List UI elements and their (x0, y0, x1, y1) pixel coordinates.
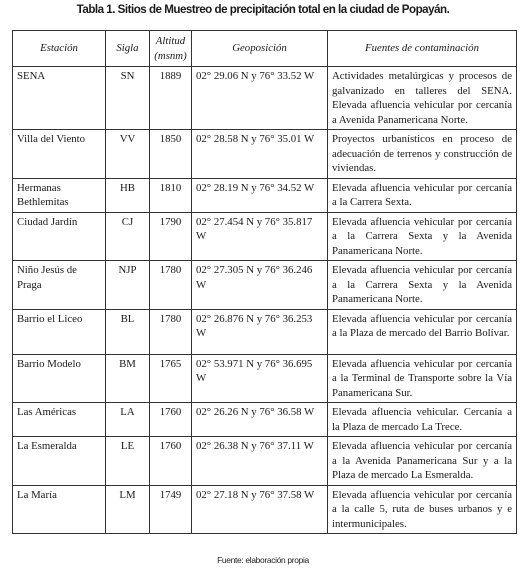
altitude-cell: 1889 (150, 67, 192, 130)
altitude-cell: 1810 (150, 178, 192, 212)
pollution-source-cell: Elevada afluencia vehicular por cercanía a la Carrera Sexta y la Avenida Panamericana Norte. (328, 212, 517, 261)
pollution-source-cell: Elevada afluencia vehicular por cercanía a la Carrera Sexta. (328, 178, 517, 212)
geoposition-cell: 02° 26.38 N y 76° 37.11 W (192, 437, 328, 486)
sigla-cell: HB (106, 178, 150, 212)
table-row (13, 178, 517, 212)
pollution-source-cell: Elevada afluencia vehicular por cercanía a la calle 5, ruta de buses urbanos y e intermunicipales. (328, 485, 517, 534)
sigla-cell: NJP (106, 261, 150, 310)
altitude-cell: 1760 (150, 403, 192, 437)
pollution-source-cell: Elevada afluencia vehicular. Cercanía a la Plaza de mercado La Trece. (328, 403, 517, 437)
sigla-cell: LM (106, 485, 150, 534)
sigla-cell: SN (106, 67, 150, 130)
station-cell: Niño Jesús de Praga (13, 261, 106, 310)
station-cell: Villa del Viento (13, 130, 106, 179)
geoposition-cell: 02° 27.18 N y 76° 37.58 W (192, 485, 328, 534)
table-row (13, 485, 517, 534)
pollution-source-cell: Elevada afluencia vehicular por cercanía a la Avenida Panamericana Sur y a la Plaza de mercado La Esmeralda. (328, 437, 517, 486)
altitude-cell: 1850 (150, 130, 192, 179)
table-row (13, 130, 517, 179)
geoposition-cell: 02° 27.305 N y 76° 36.246 W (192, 261, 328, 310)
altitude-cell: 1749 (150, 485, 192, 534)
sampling-sites-table (12, 30, 517, 534)
geoposition-cell: 02° 26.876 N y 76° 36.253 W (192, 309, 328, 354)
pollution-source-cell: Elevada afluencia vehicular por cercanía a la Plaza de mercado del Barrio Bolívar. (328, 309, 517, 354)
sigla-cell: LE (106, 437, 150, 486)
table-row (13, 261, 517, 310)
geoposition-cell: 02° 28.58 N y 76° 35.01 W (192, 130, 328, 179)
pollution-source-cell: Elevada afluencia vehicular por cercanía a la Carrera Sexta y la Avenida Panamericana Norte. (328, 261, 517, 310)
table-row (13, 67, 517, 130)
geoposition-cell: 02° 27.454 N y 76° 35.817 W (192, 212, 328, 261)
header-geoposicion: Geoposición (192, 31, 328, 67)
pollution-source-cell: Proyectos urbanísticos en proceso de adecuación de terrenos y construcción de viviendas. (328, 130, 517, 179)
station-cell: La Esmeralda (13, 437, 106, 486)
table-row (13, 437, 517, 486)
header-estacion: Estación (13, 31, 106, 67)
sigla-cell: LA (106, 403, 150, 437)
altitude-cell: 1790 (150, 212, 192, 261)
station-cell: Las Américas (13, 403, 106, 437)
station-cell: Ciudad Jardín (13, 212, 106, 261)
table-row (13, 354, 517, 403)
station-cell: Barrio Modelo (13, 354, 106, 403)
altitude-cell: 1765 (150, 354, 192, 403)
station-cell: Barrio el Liceo (13, 309, 106, 354)
header-fuentes: Fuentes de contaminación (328, 31, 517, 67)
table-body (13, 67, 517, 534)
station-cell: La María (13, 485, 106, 534)
table-row (13, 403, 517, 437)
altitude-cell: 1780 (150, 309, 192, 354)
station-cell: SENA (13, 67, 106, 130)
station-cell: Hermanas Bethlemitas (13, 178, 106, 212)
pollution-source-cell: Actividades metalúrgicas y procesos de galvanizado en talleres del SENA. Elevada afluencia vehicular por cercanía a Avenida Panamericana Norte. (328, 67, 517, 130)
table-source-note: Fuente: elaboración propia (217, 555, 309, 565)
sigla-cell: BM (106, 354, 150, 403)
table-caption: Tabla 1. Sitios de Muestreo de precipitación total en la ciudad de Popayán. (76, 3, 450, 16)
geoposition-cell: 02° 26.26 N y 76° 36.58 W (192, 403, 328, 437)
table-row (13, 212, 517, 261)
pollution-source-cell: Elevada afluencia vehicular por cercanía a la Terminal de Transporte sobre la Vía Panamericana Sur. (328, 354, 517, 403)
geoposition-cell: 02° 28.19 N y 76° 34.52 W (192, 178, 328, 212)
sigla-cell: CJ (106, 212, 150, 261)
altitude-cell: 1780 (150, 261, 192, 310)
geoposition-cell: 02° 53.971 N y 76° 36.695 W (192, 354, 328, 403)
table-row (13, 309, 517, 354)
sigla-cell: BL (106, 309, 150, 354)
header-sigla: Sigla (106, 31, 150, 67)
header-altitud: Altitud (msnm) (150, 31, 192, 67)
table-header-row (13, 31, 517, 67)
sigla-cell: VV (106, 130, 150, 179)
altitude-cell: 1760 (150, 437, 192, 486)
geoposition-cell: 02° 29.06 N y 76° 33.52 W (192, 67, 328, 130)
